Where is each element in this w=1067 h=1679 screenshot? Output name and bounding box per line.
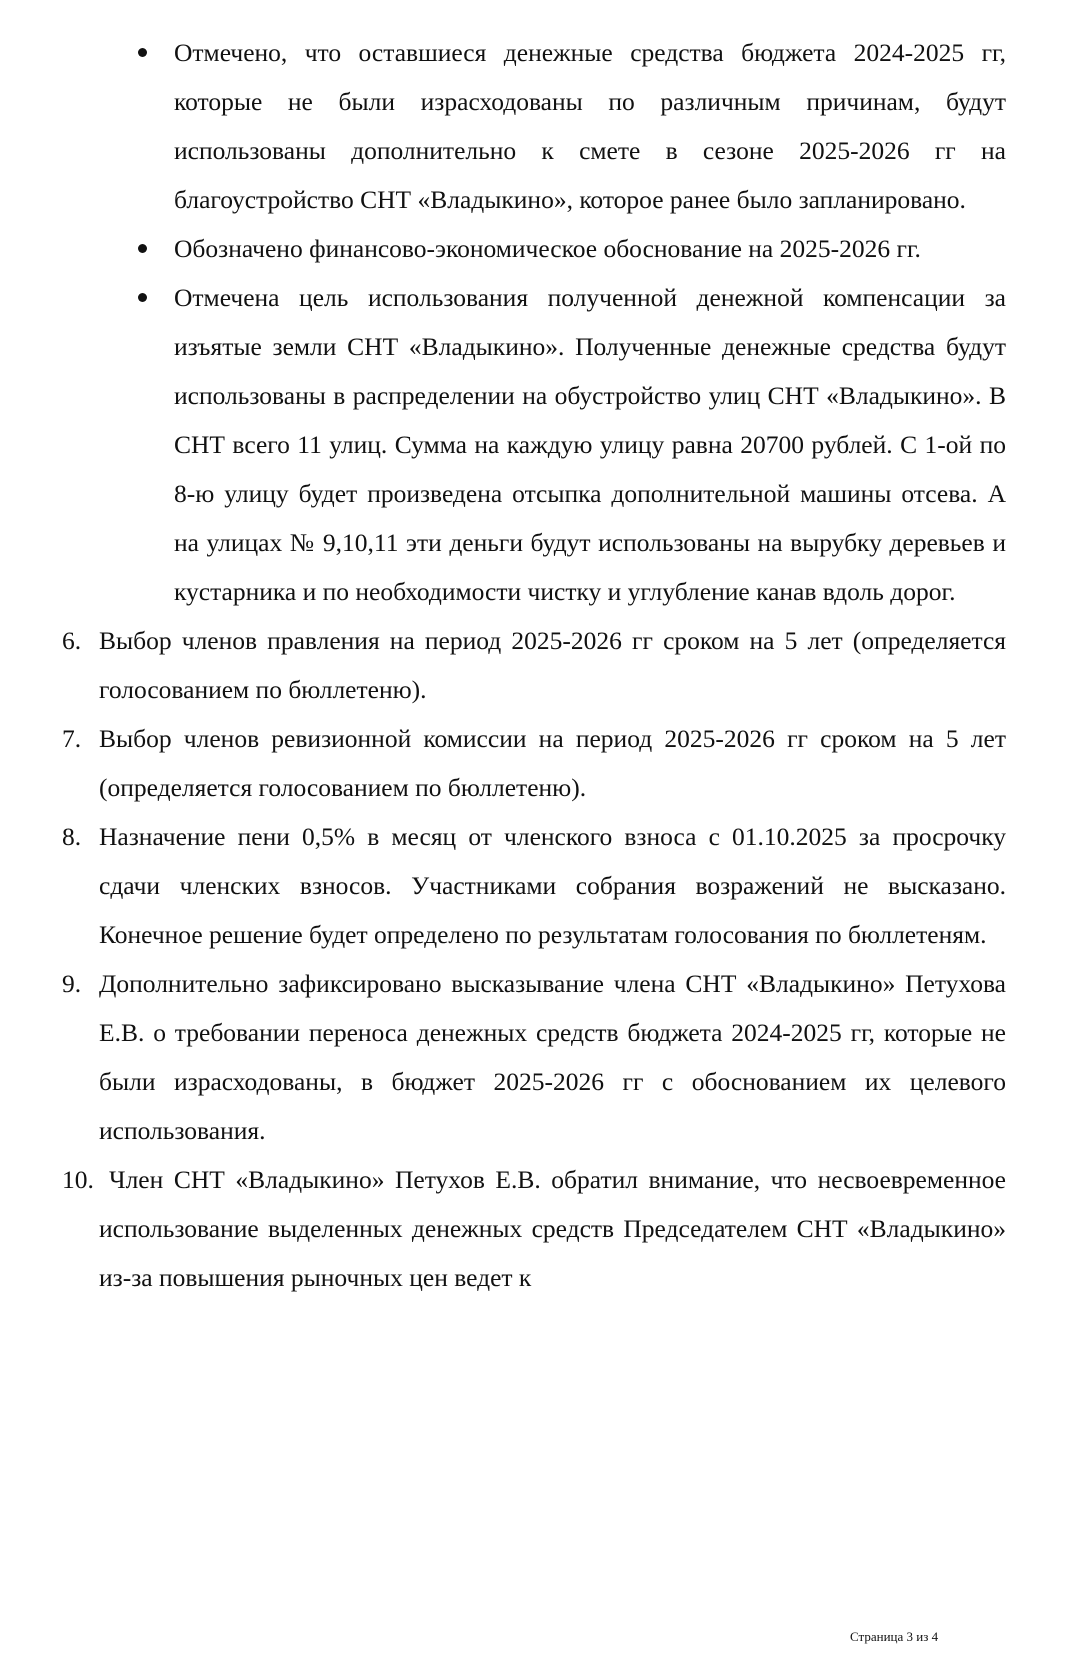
bullet-text: Обозначено финансово-экономическое обоснование на 2025-2026 гг. (174, 234, 921, 263)
document-body (62, 28, 1006, 1302)
numbered-item (62, 1155, 1006, 1302)
item-number: 7. (62, 724, 82, 753)
bullet-text: Отмечено, что оставшиеся денежные средства бюджета 2024-2025 гг, которые не были израсходованы по различным причинам, будут использованы дополнительно к смете в сезоне 2025-2026 гг на благоустройство СНТ «Владыкино», которое ранее было запланировано. (174, 38, 1006, 214)
item-number: 6. (62, 626, 82, 655)
item-text: Член СНТ «Владыкино» Петухов Е.В. обратил внимание, что несвоевременное использование выделенных денежных средств Председателем СНТ «Владыкино» из-за повышения рыночных цен ведет к (99, 1165, 1006, 1292)
bullet-list (62, 28, 1006, 616)
numbered-item (62, 714, 1006, 812)
bullet-dot-icon (138, 244, 147, 253)
bullet-dot-icon (138, 293, 147, 302)
item-number: 9. (62, 969, 82, 998)
item-text: Выбор членов ревизионной комиссии на период 2025-2026 гг сроком на 5 лет (определяется голосованием по бюллетеню). (99, 724, 1006, 802)
bullet-item (174, 224, 1006, 273)
item-number: 8. (62, 822, 82, 851)
numbered-item (62, 812, 1006, 959)
numbered-item (62, 616, 1006, 714)
numbered-item (62, 959, 1006, 1155)
bullet-item (174, 28, 1006, 224)
item-number: 10. (62, 1165, 94, 1194)
item-text: Выбор членов правления на период 2025-2026 гг сроком на 5 лет (определяется голосованием по бюллетеню). (99, 626, 1006, 704)
bullet-item (174, 273, 1006, 616)
item-text: Дополнительно зафиксировано высказывание члена СНТ «Владыкино» Петухова Е.В. о требовании переноса денежных средств бюджета 2024-2025 гг, которые не были израсходованы, в бюджет 2025-2026 гг с обоснованием их целевого использования. (99, 969, 1006, 1145)
bullet-dot-icon (138, 48, 147, 57)
item-text: Назначение пени 0,5% в месяц от членского взноса с 01.10.2025 за просрочку сдачи членских взносов. Участниками собрания возражений не высказано. Конечное решение будет определено по результатам голосования по бюллетеням. (99, 822, 1006, 949)
page-number-footer: Страница 3 из 4 (850, 1629, 939, 1644)
bullet-text: Отмечена цель использования полученной денежной компенсации за изъятые земли СНТ «Владыкино». Полученные денежные средства будут использованы в распределении на обустройство улиц СНТ «Владыкино». В СНТ всего 11 улиц. Сумма на каждую улицу равна 20700 рублей. С 1-ой по 8-ю улицу будет произведена отсыпка дополнительной машины отсева. А на улицах № 9,10,11 эти деньги будут использованы на вырубку деревьев и кустарника и по необходимости чистку и углубление канав вдоль дорог. (174, 283, 1006, 606)
numbered-list (62, 616, 1006, 1302)
